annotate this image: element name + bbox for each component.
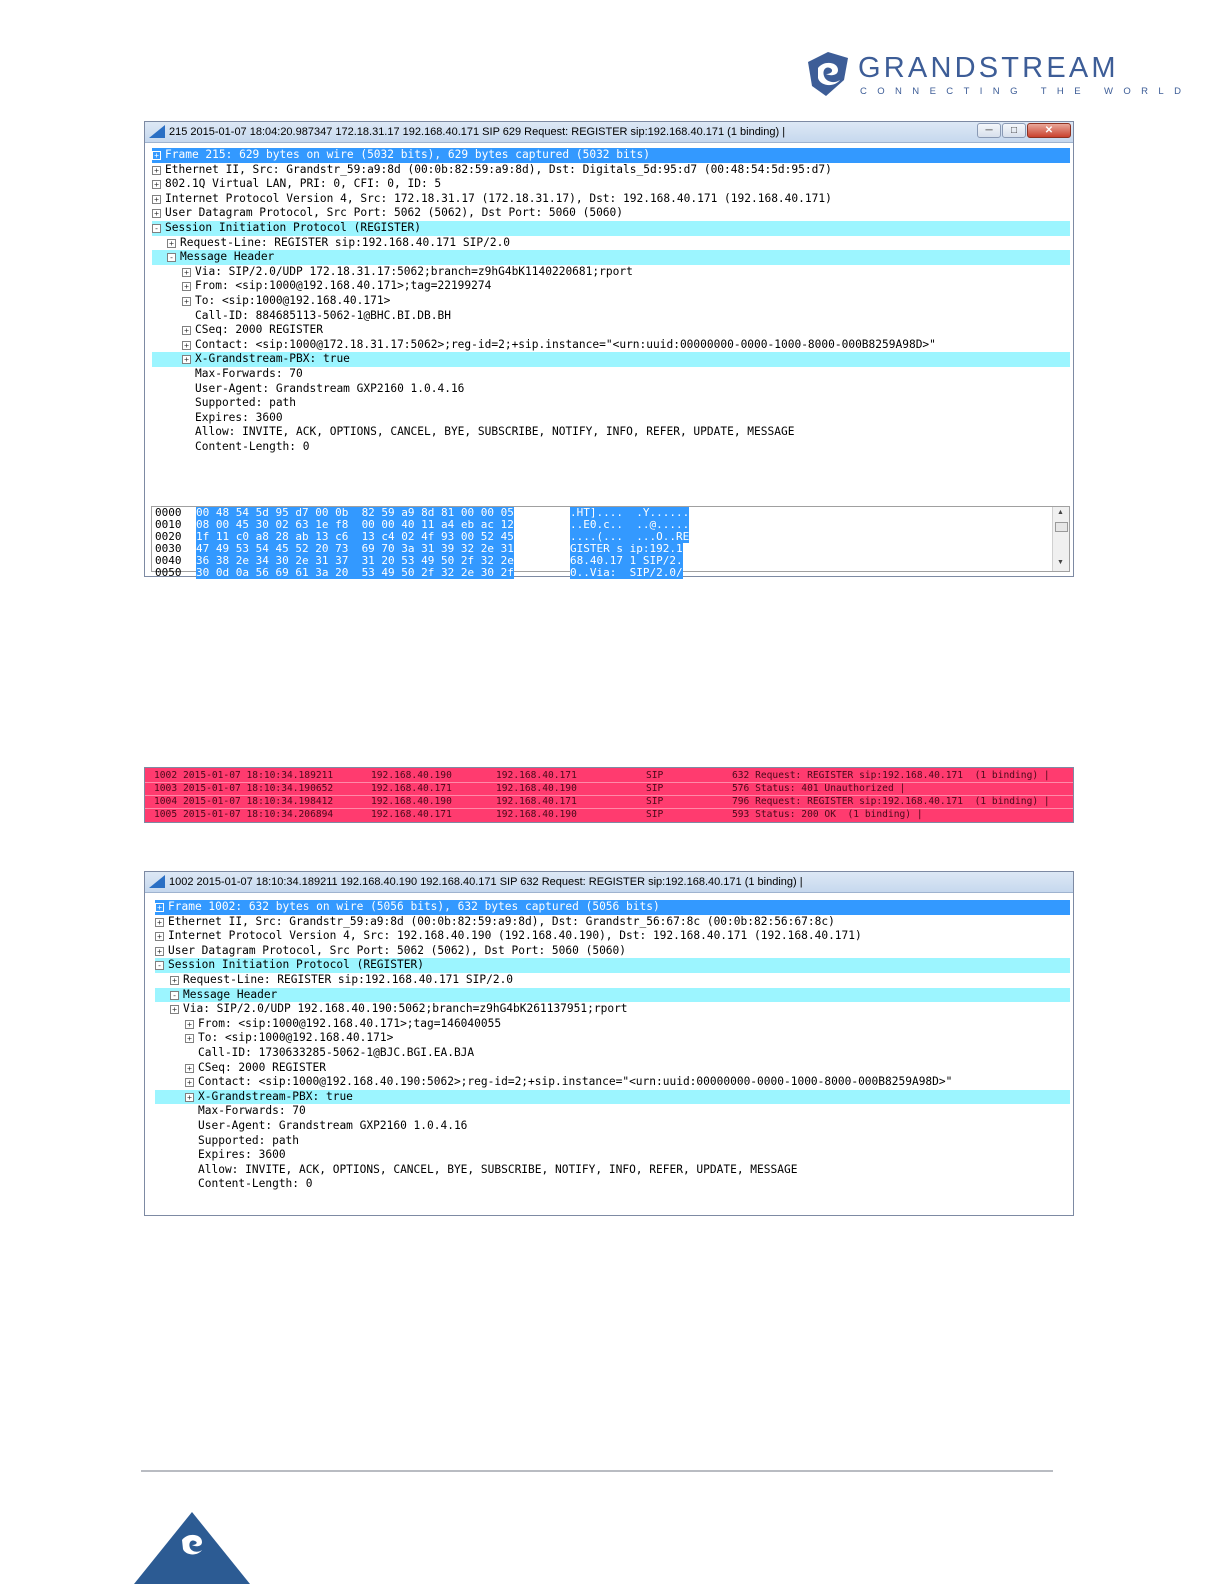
tree-row[interactable]: [155, 1046, 1070, 1061]
packet-time: 2015-01-07 18:10:34.189211: [183, 770, 334, 781]
window-titlebar[interactable]: [145, 122, 1073, 143]
window-title: 1002 2015-01-07 18:10:34.189211 192.168.40.190 192.168.40.171 SIP 632 Request: REGISTER sip:192.168.40.171 (1 binding) |: [169, 876, 803, 888]
hex-bytes: 47 49 53 54 45 52 20 73 69 70 3a 31 39 32 2e 31: [196, 542, 514, 555]
expand-icon[interactable]: +: [152, 209, 161, 218]
expand-icon[interactable]: +: [182, 268, 191, 277]
packet-dst: 192.168.40.171: [496, 796, 577, 807]
tree-row[interactable]: [155, 915, 1070, 930]
tree-row[interactable]: [155, 1075, 1070, 1090]
packet-proto: SIP: [646, 809, 664, 820]
expand-icon[interactable]: +: [155, 918, 164, 927]
window-titlebar[interactable]: [145, 872, 1073, 893]
expand-icon[interactable]: +: [182, 341, 191, 350]
packet-no: 1003: [154, 783, 178, 794]
grandstream-footer-icon: [176, 1530, 208, 1560]
tree-row[interactable]: [155, 973, 1070, 988]
hex-off: 0040: [155, 554, 182, 567]
packet-info: 576 Status: 401 Unauthorized |: [732, 783, 906, 794]
tree-row-label: Request-Line: REGISTER sip:192.168.40.171 SIP/2.0: [183, 972, 514, 986]
hex-ascii: 0..Via: SIP/2.0/: [570, 566, 683, 579]
expand-icon[interactable]: +: [152, 180, 161, 189]
tree-row-label: Supported: path: [195, 396, 297, 410]
packet-proto: SIP: [646, 796, 664, 807]
hex-bytes: 1f 11 c0 a8 28 ab 13 c6 13 c4 02 4f 93 00 52 45: [196, 530, 514, 543]
packet-time: 2015-01-07 18:10:34.206894: [183, 809, 334, 820]
tree-row-label: Max-Forwards: 70: [198, 1104, 306, 1118]
packet-list: [144, 767, 1074, 823]
packet-info: 632 Request: REGISTER sip:192.168.40.171 (1 binding) |: [732, 770, 1050, 781]
tree-row-label: Ethernet II, Src: Grandstr_59:a9:8d (00:0b:82:59:a9:8d), Dst: Grandstr_56:67:8c (00:0b:82:56:67:8c): [168, 914, 835, 928]
tree-row[interactable]: [155, 1119, 1070, 1134]
hex-off: 0010: [155, 518, 182, 531]
hex-off: 0000: [155, 506, 182, 519]
tree-row-label: Expires: 3600: [198, 1148, 286, 1162]
tree-row-label: Contact: <sip:1000@192.168.40.190:5062>;reg-id=2;+sip.instance="<urn:uuid:00000000-0000-1000-8000-000B8259A98D>": [198, 1075, 953, 1089]
hex-scrollbar[interactable]: [1052, 507, 1069, 571]
tree-row[interactable]: [152, 382, 1070, 397]
hex-ascii: 68.40.17 1 SIP/2.: [570, 554, 683, 567]
packet-detail-tree: [155, 900, 1070, 1192]
tree-row[interactable]: [152, 236, 1070, 251]
hex-off: 0020: [155, 530, 182, 543]
tree-row[interactable]: [152, 265, 1070, 280]
tree-row-label: Session Initiation Protocol (REGISTER): [165, 220, 421, 234]
hex-bytes: 00 48 54 5d 95 d7 00 0b 82 59 a9 8d 81 00 00 05: [196, 506, 514, 519]
tree-row-label: 802.1Q Virtual LAN, PRI: 0, CFI: 0, ID: 5: [165, 177, 442, 191]
collapse-icon[interactable]: -: [155, 961, 164, 970]
tree-row-label: X-Grandstream-PBX: true: [198, 1089, 353, 1103]
footer-divider: [141, 1470, 1053, 1472]
tree-row[interactable]: [152, 352, 1070, 367]
tree-row-label: Max-Forwards: 70: [195, 366, 303, 380]
tree-row-label: To: <sip:1000@192.168.40.171>: [195, 293, 391, 307]
tree-row-label: Frame 1002: 632 bytes on wire (5056 bits), 632 bytes captured (5056 bits): [168, 900, 660, 913]
tree-row[interactable]: [152, 279, 1070, 294]
tree-row-label: Content-Length: 0: [195, 439, 310, 453]
maximize-icon[interactable]: □: [1002, 123, 1026, 138]
collapse-icon[interactable]: -: [152, 224, 161, 233]
expand-icon[interactable]: +: [152, 166, 161, 175]
packet-time: 2015-01-07 18:10:34.190652: [183, 783, 334, 794]
packet-detail-tree: [152, 148, 1070, 454]
packet-row[interactable]: [145, 770, 1073, 782]
tree-row-label: User-Agent: Grandstream GXP2160 1.0.4.16: [195, 381, 465, 395]
tree-row[interactable]: [155, 958, 1070, 973]
tree-row-label: User Datagram Protocol, Src Port: 5062 (5062), Dst Port: 5060 (5060): [165, 206, 624, 220]
wireshark-fin-icon: [149, 875, 165, 888]
tree-row-label: Request-Line: REGISTER sip:192.168.40.171 SIP/2.0: [180, 235, 511, 249]
packet-row[interactable]: [145, 796, 1073, 808]
tree-row[interactable]: [152, 309, 1070, 324]
packet-proto: SIP: [646, 770, 664, 781]
hex-off: 0050: [155, 566, 182, 579]
expand-icon[interactable]: +: [182, 282, 191, 291]
tree-row-label: Ethernet II, Src: Grandstr_59:a9:8d (00:0b:82:59:a9:8d), Dst: Digitals_5d:95:d7 (00:48:54:5d:95:d7): [165, 162, 832, 176]
tree-row-label: Expires: 3600: [195, 410, 283, 424]
packet-src: 192.168.40.190: [371, 796, 452, 807]
tree-row[interactable]: [155, 1134, 1070, 1149]
expand-icon[interactable]: +: [185, 1034, 194, 1043]
expand-icon[interactable]: +: [152, 151, 161, 160]
tree-row[interactable]: [155, 1031, 1070, 1046]
tree-row-label: Allow: INVITE, ACK, OPTIONS, CANCEL, BYE, SUBSCRIBE, NOTIFY, INFO, REFER, UPDATE, MESSAGE: [195, 425, 795, 439]
tree-row[interactable]: [152, 250, 1070, 265]
tree-row-label: Call-ID: 1730633285-5062-1@BJC.BGI.EA.BJA: [198, 1045, 475, 1059]
packet-detail-window-1: [144, 121, 1074, 577]
hex-bytes: 08 00 45 30 02 63 1e f8 00 00 40 11 a4 eb ac 12: [196, 518, 514, 531]
packet-row[interactable]: [145, 783, 1073, 795]
hex-line[interactable]: [152, 567, 1069, 579]
expand-icon[interactable]: +: [185, 1093, 194, 1102]
tree-row-label: CSeq: 2000 REGISTER: [198, 1060, 326, 1074]
tree-row[interactable]: [155, 1163, 1070, 1178]
expand-icon[interactable]: +: [152, 195, 161, 204]
window-title: 215 2015-01-07 18:04:20.987347 172.18.31.17 192.168.40.171 SIP 629 Request: REGISTER sip:192.168.40.171 (1 binding) |: [169, 126, 786, 138]
logo-wordmark: GRANDSTREAM: [858, 52, 1119, 84]
tree-row[interactable]: [152, 440, 1070, 455]
tree-row[interactable]: [152, 323, 1070, 338]
hex-ascii: GISTER s ip:192.1: [570, 542, 683, 555]
expand-icon[interactable]: +: [185, 1064, 194, 1073]
tree-row-label: Via: SIP/2.0/UDP 192.168.40.190:5062;branch=z9hG4bK261137951;rport: [183, 1002, 628, 1016]
expand-icon[interactable]: +: [170, 1005, 179, 1014]
tree-row[interactable]: [155, 944, 1070, 959]
tree-row[interactable]: [155, 988, 1070, 1003]
tree-row-label: Allow: INVITE, ACK, OPTIONS, CANCEL, BYE, SUBSCRIBE, NOTIFY, INFO, REFER, UPDATE, MESSAGE: [198, 1162, 798, 1176]
packet-row[interactable]: [145, 809, 1073, 821]
tree-row-label: Via: SIP/2.0/UDP 172.18.31.17:5062;branch=z9hG4bK1140220681;rport: [195, 264, 633, 278]
minimize-icon[interactable]: ─: [977, 123, 1001, 138]
packet-dst: 192.168.40.190: [496, 809, 577, 820]
packet-src: 192.168.40.171: [371, 809, 452, 820]
tree-row[interactable]: [155, 900, 1070, 915]
tree-row[interactable]: [152, 221, 1070, 236]
hex-dump-pane: [151, 506, 1070, 579]
packet-dst: 192.168.40.171: [496, 770, 577, 781]
expand-icon[interactable]: +: [155, 932, 164, 941]
expand-icon[interactable]: +: [182, 297, 191, 306]
hex-off: 0030: [155, 542, 182, 555]
packet-info: 796 Request: REGISTER sip:192.168.40.171 (1 binding) |: [732, 796, 1050, 807]
tree-row[interactable]: [152, 338, 1070, 353]
tree-row[interactable]: [155, 1148, 1070, 1163]
packet-detail-window-2: [144, 871, 1074, 1216]
tree-row[interactable]: [152, 294, 1070, 309]
packet-dst: 192.168.40.190: [496, 783, 577, 794]
expand-icon[interactable]: +: [155, 903, 164, 912]
expand-icon[interactable]: +: [167, 239, 176, 248]
close-icon[interactable]: ✕: [1027, 123, 1071, 138]
tree-row-label: Frame 215: 629 bytes on wire (5032 bits), 629 bytes captured (5032 bits): [165, 148, 650, 161]
tree-row-label: To: <sip:1000@192.168.40.171>: [198, 1031, 394, 1045]
tree-row[interactable]: [155, 1002, 1070, 1017]
grandstream-logo: [804, 50, 1192, 102]
packet-no: 1002: [154, 770, 178, 781]
tree-row-label: Contact: <sip:1000@172.18.31.17:5062>;reg-id=2;+sip.instance="<urn:uuid:00000000-0000-1000-8000-000B8259A98D>": [195, 337, 936, 351]
tree-row[interactable]: [152, 396, 1070, 411]
expand-icon[interactable]: +: [185, 1078, 194, 1087]
expand-icon[interactable]: +: [182, 355, 191, 364]
tree-row-label: Supported: path: [198, 1133, 300, 1147]
tree-row-label: Message Header: [183, 987, 278, 1001]
tree-row-label: Session Initiation Protocol (REGISTER): [168, 958, 424, 972]
grandstream-logo-icon: [804, 50, 852, 98]
tree-row-label: X-Grandstream-PBX: true: [195, 352, 350, 366]
expand-icon[interactable]: +: [170, 976, 179, 985]
scroll-thumb[interactable]: [1055, 522, 1068, 532]
packet-no: 1004: [154, 796, 178, 807]
collapse-icon[interactable]: -: [167, 253, 176, 262]
tree-row-label: Internet Protocol Version 4, Src: 192.168.40.190 (192.168.40.190), Dst: 192.168.40.171 (192.168.40.171): [168, 929, 862, 943]
tree-row-label: Content-Length: 0: [198, 1177, 313, 1191]
packet-info: 593 Status: 200 OK (1 binding) |: [732, 809, 923, 820]
tree-row-label: User-Agent: Grandstream GXP2160 1.0.4.16: [198, 1118, 468, 1132]
tree-row-label: From: <sip:1000@192.168.40.171>;tag=146040055: [198, 1016, 502, 1030]
tree-row-label: From: <sip:1000@192.168.40.171>;tag=22199274: [195, 279, 492, 293]
tree-row[interactable]: [152, 148, 1070, 163]
tree-row-label: Internet Protocol Version 4, Src: 172.18.31.17 (172.18.31.17), Dst: 192.168.40.171 (192.168.40.171): [165, 191, 832, 205]
tree-row[interactable]: [155, 1090, 1070, 1105]
scroll-down-icon[interactable]: ▼: [1057, 559, 1064, 566]
collapse-icon[interactable]: -: [170, 991, 179, 1000]
tree-row[interactable]: [155, 929, 1070, 944]
tree-row[interactable]: [152, 411, 1070, 426]
scroll-up-icon[interactable]: ▲: [1057, 509, 1064, 516]
hex-bytes: 30 0d 0a 56 69 61 3a 20 53 49 50 2f 32 2e 30 2f: [196, 566, 514, 579]
hex-ascii: ..E0.c.. ..@.....: [570, 518, 690, 531]
hex-bytes: 36 38 2e 34 30 2e 31 37 31 20 53 49 50 2f 32 2e: [196, 554, 514, 567]
hex-ascii: ....(... ...O..RE: [570, 530, 690, 543]
expand-icon[interactable]: +: [185, 1020, 194, 1029]
tree-row[interactable]: [152, 425, 1070, 440]
wireshark-fin-icon: [149, 125, 165, 138]
tree-row[interactable]: [155, 1104, 1070, 1119]
packet-no: 1005: [154, 809, 178, 820]
tree-row[interactable]: [152, 206, 1070, 221]
tree-row[interactable]: [152, 192, 1070, 207]
tree-row-label: User Datagram Protocol, Src Port: 5062 (5062), Dst Port: 5060 (5060): [168, 943, 627, 957]
logo-tagline: CONNECTING THE WORLD: [860, 86, 1192, 97]
packet-src: 192.168.40.190: [371, 770, 452, 781]
tree-row[interactable]: [155, 1061, 1070, 1076]
hex-ascii: .HT].... .Y......: [570, 506, 690, 519]
packet-time: 2015-01-07 18:10:34.198412: [183, 796, 334, 807]
tree-row-label: CSeq: 2000 REGISTER: [195, 323, 323, 337]
tree-row-label: Call-ID: 884685113-5062-1@BHC.BI.DB.BH: [195, 308, 451, 322]
tree-row[interactable]: [155, 1017, 1070, 1032]
expand-icon[interactable]: +: [155, 947, 164, 956]
tree-row[interactable]: [152, 177, 1070, 192]
tree-row[interactable]: [155, 1177, 1070, 1192]
packet-src: 192.168.40.171: [371, 783, 452, 794]
tree-row-label: Message Header: [180, 250, 275, 264]
tree-row[interactable]: [152, 367, 1070, 382]
expand-icon[interactable]: +: [182, 326, 191, 335]
tree-row[interactable]: [152, 163, 1070, 178]
packet-proto: SIP: [646, 783, 664, 794]
